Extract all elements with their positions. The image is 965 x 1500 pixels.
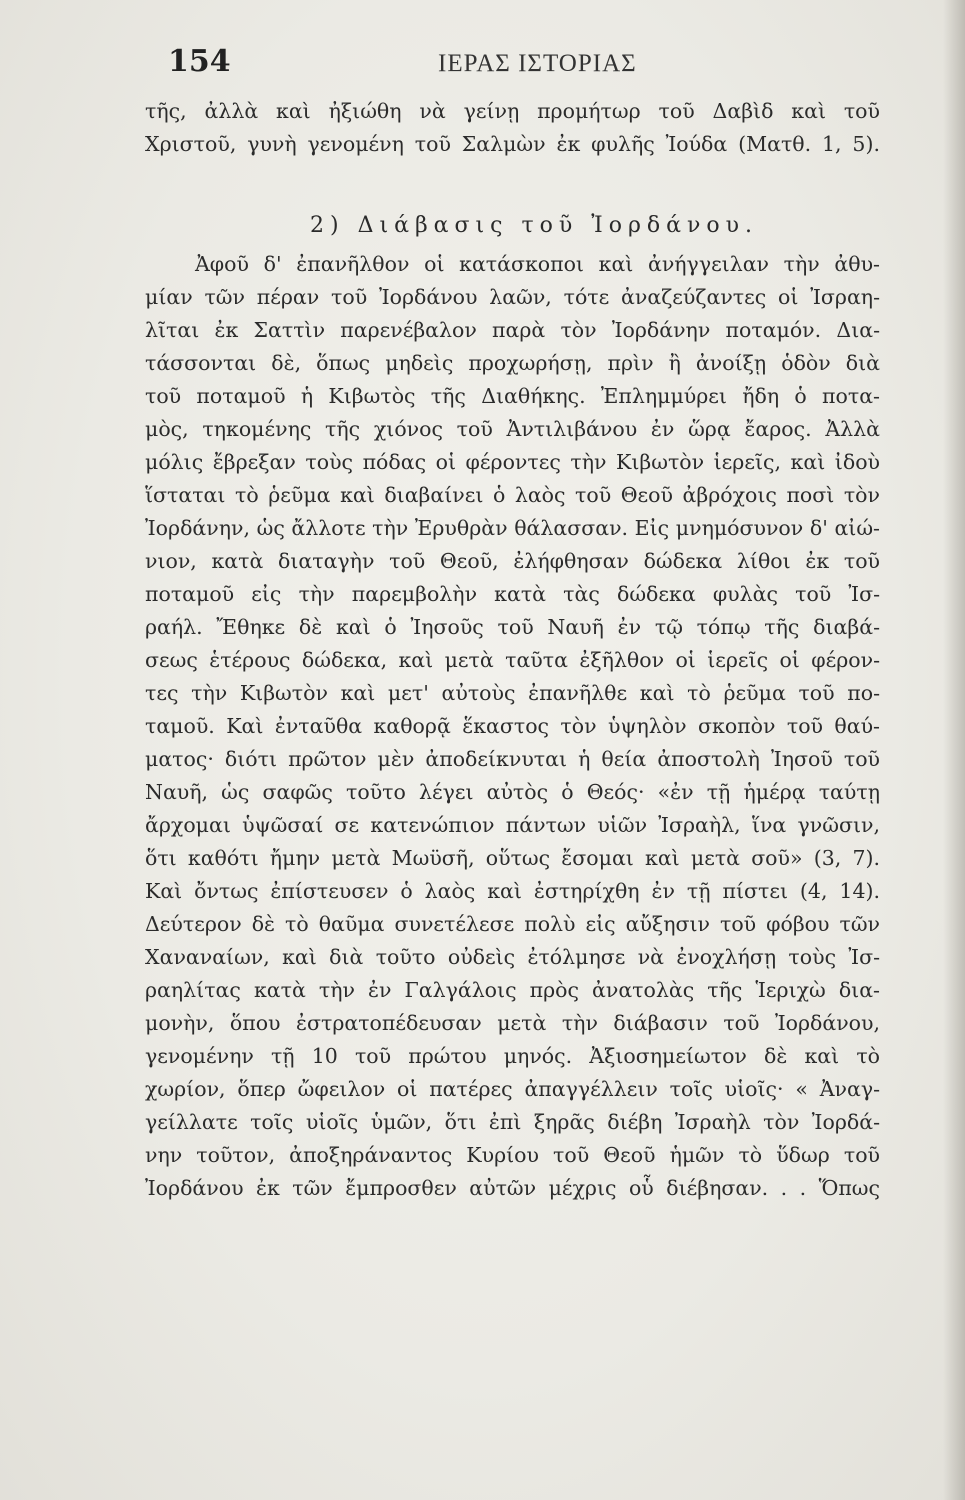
text-line: γείλλατε τοῖς υἱοῖς ὑμῶν, ὅτι ἐπὶ ξηρᾶς διέβη Ἰσραὴλ τὸν Ἰορδά- [145, 1110, 880, 1134]
section-heading: 2) Διάβασις τοῦ Ἰορδάνου. [310, 213, 758, 238]
text-line: νιον, κατὰ διαταγὴν τοῦ Θεοῦ, ἐλήφθησαν δώδεκα λίθοι ἐκ τοῦ [145, 549, 880, 573]
running-title: ΙΕΡΑΣ ΙΣΤΟΡΙΑΣ [438, 50, 637, 77]
text-line: Καὶ ὄντως ἐπίστευσεν ὁ λαὸς καὶ ἐστηρίχθη ἐν τῇ πίστει (4, 14). [145, 879, 880, 903]
text-line: Ναυῆ, ὡς σαφῶς τοῦτο λέγει αὐτὸς ὁ Θεός· «ἐν τῇ ἡμέρᾳ ταύτῃ [145, 780, 880, 804]
text-line: ραηλίτας κατὰ τὴν ἐν Γαλγάλοις πρὸς ἀνατολὰς τῆς Ἱεριχὼ δια- [145, 978, 880, 1002]
text-line: τες τὴν Κιβωτὸν καὶ μετ' αὐτοὺς ἐπανῆλθε καὶ τὸ ῥεῦμα τοῦ πο- [145, 681, 880, 705]
text-line: λῖται ἐκ Σαττὶν παρενέβαλον παρὰ τὸν Ἰορδάνην ποταμόν. Δια- [145, 318, 880, 342]
text-line: ταμοῦ. Καὶ ἐνταῦθα καθορᾷ ἕκαστος τὸν ὑψηλὸν σκοπὸν τοῦ θαύ- [145, 714, 880, 738]
text-line: Ἰορδάνην, ὡς ἄλλοτε τὴν Ἐρυθρὰν θάλασσαν. Εἰς μνημόσυνον δ' αἰώ- [145, 516, 880, 540]
page-number: 154 [168, 44, 231, 79]
main-text [145, 95, 880, 1205]
text-line: μίαν τῶν πέραν τοῦ Ἰορδάνου λαῶν, τότε ἀναζεύζαντες οἱ Ἰσραη- [145, 285, 880, 309]
text-line: ματος· διότι πρῶτον μὲν ἀποδείκνυται ἡ θεία ἀποστολὴ Ἰησοῦ τοῦ [145, 747, 880, 771]
text-line: τῆς, ἀλλὰ καὶ ἠξιώθη νὰ γείνῃ προμήτωρ τοῦ Δαβὶδ καὶ τοῦ [145, 99, 880, 123]
text-line: χωρίον, ὅπερ ὤφειλον οἱ πατέρες ἀπαγγέλλειν τοῖς υἱοῖς· « Ἀναγ- [145, 1077, 880, 1101]
text-line: μὸς, τηκομένης τῆς χιόνος τοῦ Ἀντιλιβάνου ἐν ὥρᾳ ἔαρος. Ἀλλὰ [145, 417, 880, 441]
text-line: Δεύτερον δὲ τὸ θαῦμα συνετέλεσε πολὺ εἰς αὔξησιν τοῦ φόβου τῶν [145, 912, 880, 936]
text-line: Χριστοῦ, γυνὴ γενομένη τοῦ Σαλμὼν ἐκ φυλῆς Ἰούδα (Ματθ. 1, 5). [145, 132, 880, 156]
page-header [168, 42, 858, 82]
text-line: σεως ἑτέρους δώδεκα, καὶ μετὰ ταῦτα ἐξῆλθον οἱ ἱερεῖς οἱ φέρον- [145, 648, 880, 672]
text-line: γενομένην τῇ 10 τοῦ πρώτου μηνός. Ἀξιοσημείωτον δὲ καὶ τὸ [145, 1044, 880, 1068]
text-line: ἄρχομαι ὑψῶσαί σε κατενώπιον πάντων υἱῶν Ἰσραὴλ, ἵνα γνῶσιν, [145, 813, 880, 837]
text-line: νην τοῦτον, ἀποξηράναντος Κυρίου τοῦ Θεοῦ ἡμῶν τὸ ὕδωρ τοῦ [145, 1143, 880, 1167]
text-line: Ἰορδάνου ἐκ τῶν ἔμπροσθεν αὐτῶν μέχρις οὗ διέβησαν. . . Ὅπως [145, 1176, 880, 1200]
text-line: τοῦ ποταμοῦ ἡ Κιβωτὸς τῆς Διαθήκης. Ἐπλημμύρει ἤδη ὁ ποτα- [145, 384, 880, 408]
text-line: τάσσονται δὲ, ὅπως μηδεὶς προχωρήσῃ, πρὶν ἢ ἀνοίξῃ ὁδὸν διὰ [145, 351, 880, 375]
text-line: μόλις ἔβρεξαν τοὺς πόδας οἱ φέροντες τὴν Κιβωτὸν ἱερεῖς, καὶ ἰδοὺ [145, 450, 880, 474]
text-line: ἵσταται τὸ ῥεῦμα καὶ διαβαίνει ὁ λαὸς τοῦ Θεοῦ ἀβρόχοις ποσὶ τὸν [145, 483, 880, 507]
page-edge-shadow [943, 0, 965, 1500]
text-line: Ἀφοῦ δ' ἐπανῆλθον οἱ κατάσκοποι καὶ ἀνήγγειλαν τὴν ἀθυ- [195, 252, 880, 276]
text-line: ποταμοῦ εἰς τὴν παρεμβολὴν κατὰ τὰς δώδεκα φυλὰς τοῦ Ἰσ- [145, 582, 880, 606]
text-line: Χαναναίων, καὶ διὰ τοῦτο οὐδεὶς ἐτόλμησε νὰ ἐνοχλήσῃ τοὺς Ἰσ- [145, 945, 880, 969]
text-line: μονὴν, ὅπου ἐστρατοπέδευσαν μετὰ τὴν διάβασιν τοῦ Ἰορδάνου, [145, 1011, 880, 1035]
text-line: ραήλ. Ἔθηκε δὲ καὶ ὁ Ἰησοῦς τοῦ Ναυῆ ἐν τῷ τόπῳ τῆς διαβά- [145, 615, 880, 639]
text-line: ὅτι καθότι ἤμην μετὰ Μωϋσῆ, οὕτως ἔσομαι καὶ μετὰ σοῦ» (3, 7). [145, 846, 880, 870]
